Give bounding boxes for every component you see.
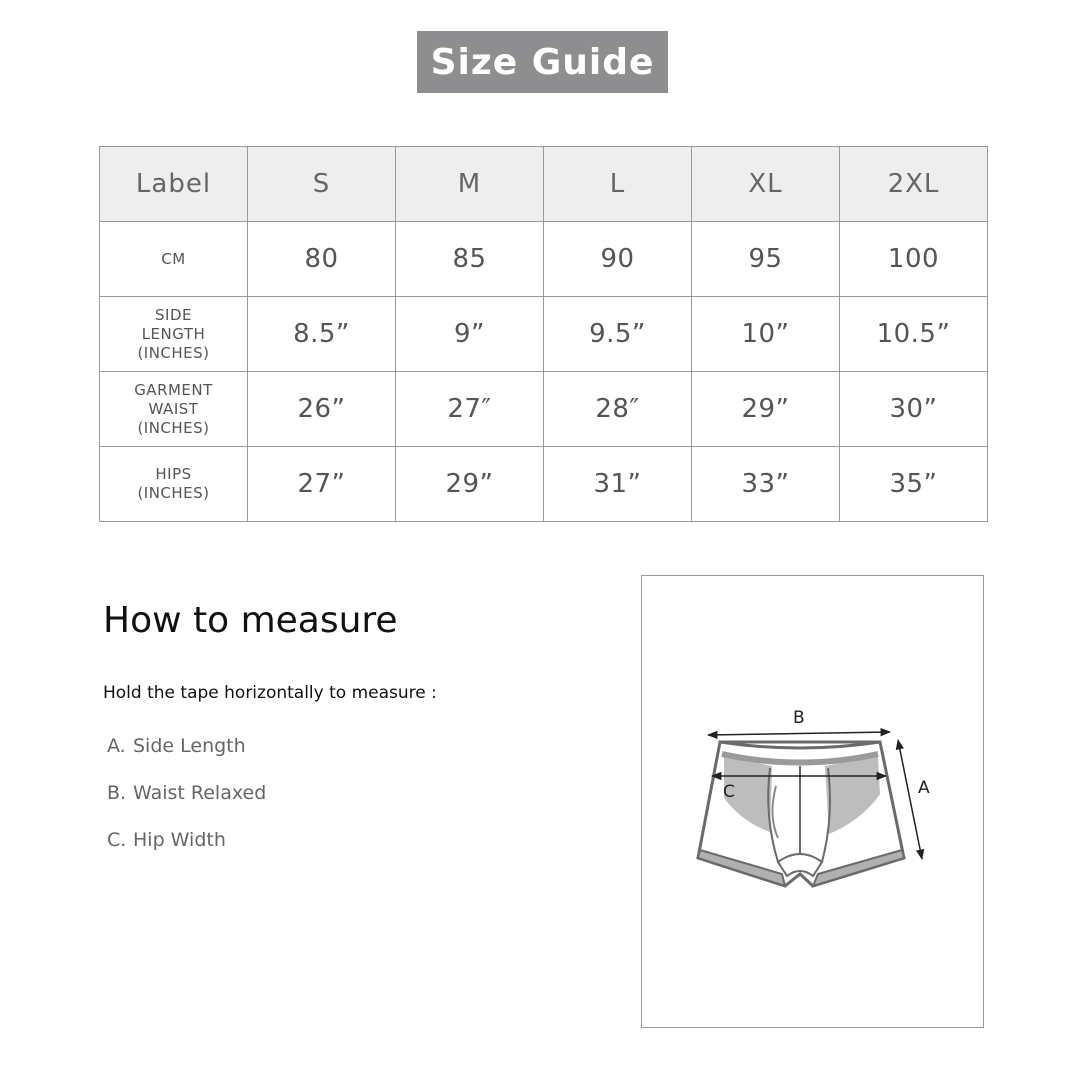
table-cell: 29” <box>396 447 544 522</box>
row-label-cm: CM <box>100 222 248 297</box>
table-cell: 90 <box>544 222 692 297</box>
table-cell: 9” <box>396 297 544 372</box>
waist-arrow <box>708 732 890 735</box>
size-header: 2XL <box>840 147 988 222</box>
measurement-diagram <box>641 575 984 1028</box>
list-item-text: Side Length <box>133 735 246 757</box>
table-cell: 26” <box>248 372 396 447</box>
pouch-seam-left <box>772 786 778 838</box>
boxer-briefs-icon <box>642 576 985 1029</box>
diagram-label-c: C <box>723 782 735 802</box>
diagram-label-b: B <box>793 708 805 728</box>
table-cell: 33” <box>692 447 840 522</box>
table-row <box>100 447 988 522</box>
right-leg-band <box>813 850 904 886</box>
table-row <box>100 297 988 372</box>
table-cell: 9.5” <box>544 297 692 372</box>
row-label-side-length: SIDE LENGTH (INCHES) <box>100 297 248 372</box>
list-item-letter: A. <box>107 735 126 757</box>
diagram-label-a: A <box>918 778 930 798</box>
table-cell: 10” <box>692 297 840 372</box>
table-cell: 85 <box>396 222 544 297</box>
list-item-text: Waist Relaxed <box>133 782 267 804</box>
list-item-letter: B. <box>107 782 127 804</box>
size-table <box>99 146 988 522</box>
table-cell: 31” <box>544 447 692 522</box>
list-item <box>107 829 266 876</box>
list-item <box>107 735 266 782</box>
table-cell: 27″ <box>396 372 544 447</box>
right-hip-panel <box>825 756 880 834</box>
table-cell: 80 <box>248 222 396 297</box>
measure-list <box>107 735 266 876</box>
table-cell: 27” <box>248 447 396 522</box>
size-header: XL <box>692 147 840 222</box>
waistband-band <box>722 754 878 763</box>
size-header: M <box>396 147 544 222</box>
corner-label: Label <box>100 147 248 222</box>
table-cell: 28″ <box>544 372 692 447</box>
page-title: Size Guide <box>417 31 668 93</box>
size-header: L <box>544 147 692 222</box>
list-item-letter: C. <box>107 829 127 851</box>
table-cell: 95 <box>692 222 840 297</box>
table-cell: 10.5” <box>840 297 988 372</box>
row-label-hips: HIPS (INCHES) <box>100 447 248 522</box>
how-to-measure-heading: How to measure <box>103 600 398 641</box>
table-header-row <box>100 147 988 222</box>
measure-instruction: Hold the tape horizontally to measure : <box>103 683 437 703</box>
left-leg-band <box>698 850 785 886</box>
table-cell: 30” <box>840 372 988 447</box>
table-cell: 8.5” <box>248 297 396 372</box>
list-item-text: Hip Width <box>133 829 226 851</box>
table-cell: 100 <box>840 222 988 297</box>
table-row <box>100 372 988 447</box>
table-cell: 29” <box>692 372 840 447</box>
row-label-garment-waist: GARMENT WAIST (INCHES) <box>100 372 248 447</box>
table-row <box>100 222 988 297</box>
table-cell: 35” <box>840 447 988 522</box>
list-item <box>107 782 266 829</box>
size-header: S <box>248 147 396 222</box>
